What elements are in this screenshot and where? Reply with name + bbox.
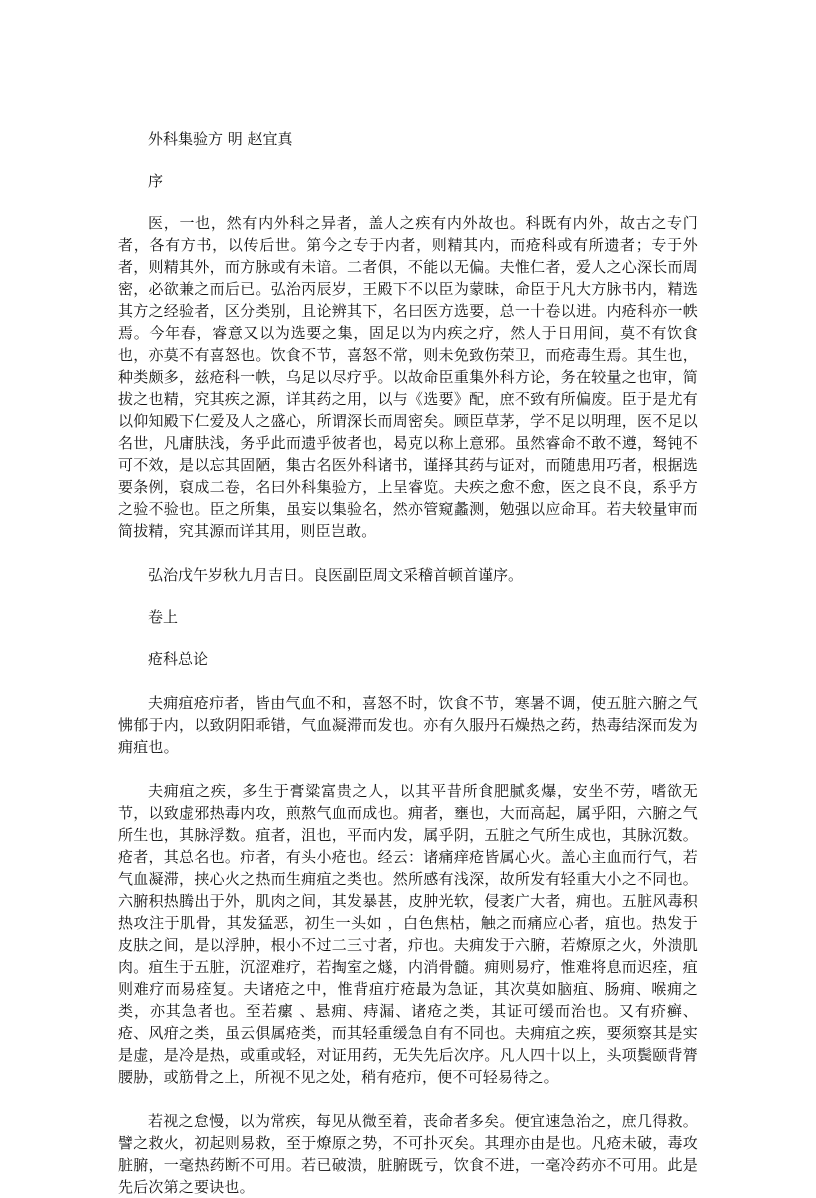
preface-heading: 序	[148, 172, 164, 190]
paragraph-2: 夫痈疽之疾，多生于膏粱富贵之人，以其平昔所食肥腻炙爆，安坐不劳，嗜欲无节，以致虚邪热毒内攻，煎熬气血而成也。痈者，壅也，大而高起，属乎阳，六腑之气所生也，其脉浮数。疽者，沮也，平而内发，属乎阴，五脏之气所生成也，其脉沉数。疮者，其总名也。疖者，有头小疮也。经云：诸痛痒疮皆属心火。盖心主血而行气，若气血凝滞，挟心火之热而生痈疽之类也。然所感有浅深，故所发有轻重大小之不同也。六腑积热腾出于外，肌肉之间，其发暴甚，皮肿光软，侵袤广大者，痈也。五脏风毒积热攻注于肌骨，其发猛恶，初生一头如 ，白色焦枯，触之而痛应心者，疽也。热发于皮肤之间，是以浮肿，根小不过二三寸者，疖也。夫痈发于六腑，若燎原之火，外溃肌肉。疽生于五脏，沉涩难疗，若掏室之燧，内消骨髓。痈则易疗，惟难将息而迟痊，疽则难疗而易痊复。夫诸疮之中，惟背疽疔疮最为急证，其次莫如脑疽、肠痈、喉痈之类，亦其急者也。至若瘰 、悬痈、痔漏、诸疮之类，其证可缓而治也。又有疥癣、疮、风疳之类，虽云俱属疮类，而其轻重缓急自有不同也。夫痈疽之疾，要须察其是实是虚，是冷是热，或重或轻，对证用药，无失先后次序。凡人四十以上，头项鬓颐背膂腰胁，或筋骨之上，所视不见之处，稍有疮疖，便不可轻易待之。	[118, 782, 698, 1086]
volume-heading: 卷上	[148, 608, 179, 626]
document-page	[118, 128, 698, 1198]
paragraph-1: 夫痈疽疮疖者，皆由气血不和，喜怒不时，饮食不节，寒暑不调，使五脏六腑之气怫郁于内，以致阴阳乖错，气血凝滞而发也。亦有久服丹石燥热之药，热毒结深而发为痈疽也。	[118, 694, 698, 756]
preface-body: 医，一也，然有内外科之异者，盖人之疾有内外故也。科既有内外，故古之专门者，各有方书，以传后世。第今之专于内者，则精其内，而疮科或有所遗者；专于外者，则精其外，而方脉或有未谙。二者俱，不能以无偏。夫惟仁者，爱人之心深长而周密，必欲兼之而后已。弘治丙辰岁，王殿下不以臣为蒙昧，命臣于凡大方脉书内，精选其方之经验者，区分类别，且论辨其下，名曰医方选要，总一十卷以进。内疮科亦一帙焉。今年春，睿意又以为选要之集，固足以为内疾之疗，然人于日用间，莫不有饮食也，亦莫不有喜怒也。饮食不节，喜怒不常，则未免致伤荣卫，而疮毒生焉。其生也，种类颇多，兹疮科一帙，乌足以尽疗乎。以故命臣重集外科方论，务在较量之也审，简拔之也精，究其疾之源，详其药之用，以与《选要》配，庶不致有所偏废。臣于是尤有以仰知殿下仁爱及人之盛心，所谓深长而周密矣。顾臣草茅，学不足以明理，医不足以名世，凡庸肤浅，务乎此而遗乎彼者也，曷克以称上意邪。虽然睿命不敢不遵，驽钝不可不效，是以忘其固陋，集古名医外科诸书，谨择其药与证对，而随患用巧者，根据选要条例，裒成二卷，名曰外科集验方，上呈睿览。夫疾之愈不愈，医之良不良，系乎方之验不验也。臣之所集，虽妄以集验名，然亦管窥蠡测，勉强以应命耳。若夫较量审而简拔精，究其源而详其用，则臣岂敢。	[118, 214, 698, 540]
section-heading: 疮科总论	[148, 650, 209, 668]
book-title: 外科集验方 明 赵宜真	[148, 130, 293, 148]
preface-signature: 弘治戊午岁秋九月吉日。良医副臣周文采稽首顿首谨序。	[148, 566, 524, 584]
paragraph-3: 若视之怠慢，以为常疾，每见从微至着，丧命者多矣。便宜速急治之，庶几得救。譬之救火，初起则易救，至于燎原之势，不可扑灭矣。其理亦由是也。凡疮未破，毒攻脏腑，一毫热药断不可用。若已破溃，脏腑既亏，饮食不进，一毫冷药亦不可用。此是先后次第之要诀也。	[118, 1112, 698, 1196]
